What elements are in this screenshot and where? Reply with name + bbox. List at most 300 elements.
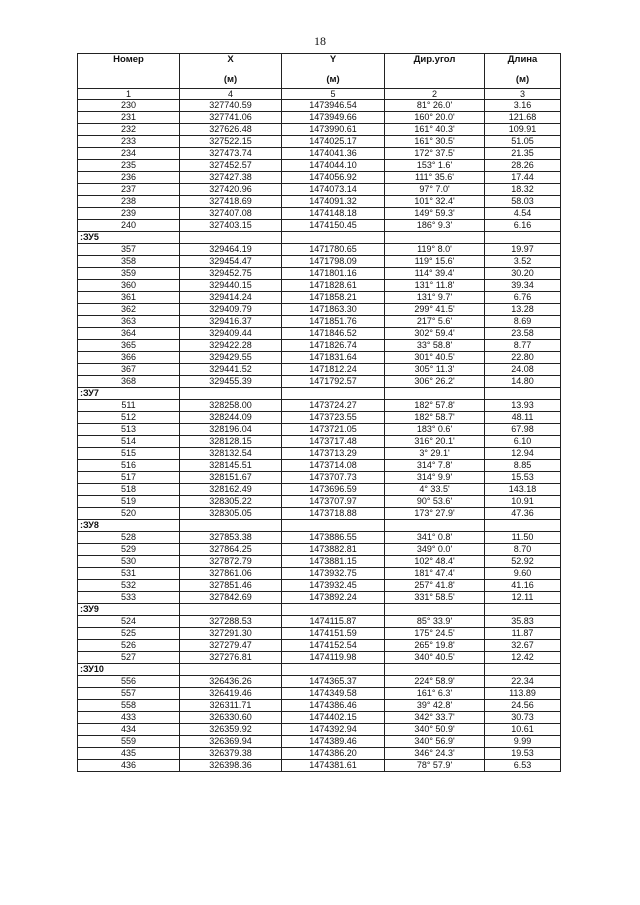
point-number: 530 xyxy=(78,556,180,568)
table-row xyxy=(78,364,561,376)
y-coordinate: 1471801.16 xyxy=(282,268,385,280)
y-coordinate: 1474386.20 xyxy=(282,748,385,760)
table-body xyxy=(78,89,561,772)
direction-angle: 102° 48.4' xyxy=(385,556,485,568)
x-coordinate: 328151.67 xyxy=(180,472,282,484)
x-coordinate: 329416.37 xyxy=(180,316,282,328)
direction-angle: 161° 6.3' xyxy=(385,688,485,700)
table-row xyxy=(78,280,561,292)
table-row xyxy=(78,400,561,412)
direction-angle: 340° 56.9' xyxy=(385,736,485,748)
y-coordinate: 1474386.46 xyxy=(282,700,385,712)
x-coordinate: 327403.15 xyxy=(180,220,282,232)
empty-cell xyxy=(385,232,485,244)
direction-angle: 172° 37.5' xyxy=(385,148,485,160)
y-coordinate: 1474115.87 xyxy=(282,616,385,628)
y-coordinate: 1474041.36 xyxy=(282,148,385,160)
empty-cell xyxy=(282,604,385,616)
group-label: :ЗУ10 xyxy=(78,664,180,676)
group-label: :ЗУ8 xyxy=(78,520,180,532)
table-row xyxy=(78,160,561,172)
x-coordinate: 329440.15 xyxy=(180,280,282,292)
y-coordinate: 1474025.17 xyxy=(282,136,385,148)
y-coordinate: 1471828.61 xyxy=(282,280,385,292)
x-coordinate: 328128.15 xyxy=(180,436,282,448)
table-row xyxy=(78,148,561,160)
point-number: 513 xyxy=(78,424,180,436)
direction-angle: 153° 1.6' xyxy=(385,160,485,172)
point-number: 240 xyxy=(78,220,180,232)
table-row xyxy=(78,736,561,748)
direction-angle: 299° 41.5' xyxy=(385,304,485,316)
x-coordinate: 329422.28 xyxy=(180,340,282,352)
point-number: 230 xyxy=(78,100,180,112)
segment-length: 22.80 xyxy=(485,352,561,364)
point-number: 529 xyxy=(78,544,180,556)
group-row xyxy=(78,604,561,616)
table-row xyxy=(78,496,561,508)
x-coordinate: 328196.04 xyxy=(180,424,282,436)
column-index-cell: 4 xyxy=(180,89,282,100)
point-number: 518 xyxy=(78,484,180,496)
segment-length: 19.53 xyxy=(485,748,561,760)
direction-angle: 114° 39.4' xyxy=(385,268,485,280)
segment-length: 21.35 xyxy=(485,148,561,160)
y-coordinate: 1474056.92 xyxy=(282,172,385,184)
direction-angle: 305° 11.3' xyxy=(385,364,485,376)
x-coordinate: 327427.38 xyxy=(180,172,282,184)
column-index-cell: 5 xyxy=(282,89,385,100)
y-coordinate: 1474148.18 xyxy=(282,208,385,220)
direction-angle: 39° 42.8' xyxy=(385,700,485,712)
table-header xyxy=(78,54,561,89)
point-number: 232 xyxy=(78,124,180,136)
table-row xyxy=(78,208,561,220)
table-row xyxy=(78,652,561,664)
point-number: 524 xyxy=(78,616,180,628)
group-row xyxy=(78,232,561,244)
x-coordinate: 328132.54 xyxy=(180,448,282,460)
direction-angle: 341° 0.8' xyxy=(385,532,485,544)
y-coordinate: 1471863.30 xyxy=(282,304,385,316)
y-coordinate: 1474349.58 xyxy=(282,688,385,700)
point-number: 364 xyxy=(78,328,180,340)
point-number: 433 xyxy=(78,712,180,724)
table-row xyxy=(78,748,561,760)
y-coordinate: 1474119.98 xyxy=(282,652,385,664)
empty-cell xyxy=(282,232,385,244)
direction-angle: 160° 20.0' xyxy=(385,112,485,124)
segment-length: 11.87 xyxy=(485,628,561,640)
y-coordinate: 1473882.81 xyxy=(282,544,385,556)
direction-angle: 340° 50.9' xyxy=(385,724,485,736)
table-row xyxy=(78,304,561,316)
table-row xyxy=(78,460,561,472)
point-number: 512 xyxy=(78,412,180,424)
table-row xyxy=(78,436,561,448)
x-coordinate: 329454.47 xyxy=(180,256,282,268)
x-coordinate: 327288.53 xyxy=(180,616,282,628)
segment-length: 3.52 xyxy=(485,256,561,268)
empty-cell xyxy=(485,604,561,616)
x-coordinate: 327872.79 xyxy=(180,556,282,568)
segment-length: 52.92 xyxy=(485,556,561,568)
empty-cell xyxy=(180,232,282,244)
point-number: 358 xyxy=(78,256,180,268)
empty-cell xyxy=(485,664,561,676)
point-number: 516 xyxy=(78,460,180,472)
point-number: 556 xyxy=(78,676,180,688)
table-row xyxy=(78,328,561,340)
y-coordinate: 1471858.21 xyxy=(282,292,385,304)
empty-cell xyxy=(180,520,282,532)
x-coordinate: 329452.75 xyxy=(180,268,282,280)
x-coordinate: 327452.57 xyxy=(180,160,282,172)
y-coordinate: 1473886.55 xyxy=(282,532,385,544)
segment-length: 23.58 xyxy=(485,328,561,340)
group-row xyxy=(78,520,561,532)
point-number: 366 xyxy=(78,352,180,364)
x-coordinate: 328305.05 xyxy=(180,508,282,520)
table-row xyxy=(78,760,561,772)
table-row xyxy=(78,352,561,364)
table-row xyxy=(78,448,561,460)
y-coordinate: 1471831.64 xyxy=(282,352,385,364)
x-coordinate: 328162.49 xyxy=(180,484,282,496)
segment-length: 12.11 xyxy=(485,592,561,604)
point-number: 435 xyxy=(78,748,180,760)
point-number: 365 xyxy=(78,340,180,352)
segment-length: 143.18 xyxy=(485,484,561,496)
table-row xyxy=(78,268,561,280)
y-coordinate: 1473990.61 xyxy=(282,124,385,136)
point-number: 557 xyxy=(78,688,180,700)
point-number: 559 xyxy=(78,736,180,748)
empty-cell xyxy=(385,388,485,400)
x-coordinate: 327851.46 xyxy=(180,580,282,592)
table-row xyxy=(78,220,561,232)
y-coordinate: 1471780.65 xyxy=(282,244,385,256)
segment-length: 109.91 xyxy=(485,124,561,136)
segment-length: 6.16 xyxy=(485,220,561,232)
x-coordinate: 327418.69 xyxy=(180,196,282,208)
table-row xyxy=(78,532,561,544)
direction-angle: 85° 33.9' xyxy=(385,616,485,628)
segment-length: 28.26 xyxy=(485,160,561,172)
y-coordinate: 1471812.24 xyxy=(282,364,385,376)
direction-angle: 340° 40.5' xyxy=(385,652,485,664)
x-coordinate: 327420.96 xyxy=(180,184,282,196)
x-coordinate: 326436.26 xyxy=(180,676,282,688)
table-row xyxy=(78,712,561,724)
point-number: 520 xyxy=(78,508,180,520)
table-row xyxy=(78,376,561,388)
header-y xyxy=(282,54,385,89)
point-number: 359 xyxy=(78,268,180,280)
x-coordinate: 327861.06 xyxy=(180,568,282,580)
direction-angle: 181° 47.4' xyxy=(385,568,485,580)
table-row xyxy=(78,340,561,352)
table-row xyxy=(78,592,561,604)
point-number: 363 xyxy=(78,316,180,328)
x-coordinate: 329414.24 xyxy=(180,292,282,304)
empty-cell xyxy=(385,604,485,616)
coordinates-table xyxy=(77,53,561,772)
table-row xyxy=(78,556,561,568)
direction-angle: 175° 24.5' xyxy=(385,628,485,640)
x-coordinate: 329409.44 xyxy=(180,328,282,340)
segment-length: 8.85 xyxy=(485,460,561,472)
table-row xyxy=(78,124,561,136)
empty-cell xyxy=(485,388,561,400)
direction-angle: 119° 8.0' xyxy=(385,244,485,256)
point-number: 511 xyxy=(78,400,180,412)
segment-length: 12.42 xyxy=(485,652,561,664)
direction-angle: 33° 58.8' xyxy=(385,340,485,352)
point-number: 528 xyxy=(78,532,180,544)
empty-cell xyxy=(485,520,561,532)
point-number: 236 xyxy=(78,172,180,184)
x-coordinate: 326369.94 xyxy=(180,736,282,748)
header-length-unit: (м) xyxy=(515,74,530,85)
x-coordinate: 326359.92 xyxy=(180,724,282,736)
x-coordinate: 327276.81 xyxy=(180,652,282,664)
x-coordinate: 327864.25 xyxy=(180,544,282,556)
segment-length: 10.91 xyxy=(485,496,561,508)
empty-cell xyxy=(282,664,385,676)
x-coordinate: 329429.55 xyxy=(180,352,282,364)
point-number: 360 xyxy=(78,280,180,292)
point-number: 526 xyxy=(78,640,180,652)
direction-angle: 97° 7.0' xyxy=(385,184,485,196)
y-coordinate: 1473881.15 xyxy=(282,556,385,568)
point-number: 531 xyxy=(78,568,180,580)
segment-length: 8.70 xyxy=(485,544,561,556)
y-coordinate: 1471792.57 xyxy=(282,376,385,388)
table-row xyxy=(78,292,561,304)
point-number: 514 xyxy=(78,436,180,448)
x-coordinate: 327741.06 xyxy=(180,112,282,124)
segment-length: 48.11 xyxy=(485,412,561,424)
x-coordinate: 329441.52 xyxy=(180,364,282,376)
group-label: :ЗУ9 xyxy=(78,604,180,616)
empty-cell xyxy=(385,664,485,676)
segment-length: 18.32 xyxy=(485,184,561,196)
table-row xyxy=(78,568,561,580)
table-row xyxy=(78,640,561,652)
segment-length: 24.56 xyxy=(485,700,561,712)
y-coordinate: 1473714.08 xyxy=(282,460,385,472)
y-coordinate: 1474073.14 xyxy=(282,184,385,196)
table-row xyxy=(78,472,561,484)
direction-angle: 331° 58.5' xyxy=(385,592,485,604)
direction-angle: 182° 57.8' xyxy=(385,400,485,412)
table-row xyxy=(78,112,561,124)
direction-angle: 265° 19.8' xyxy=(385,640,485,652)
point-number: 361 xyxy=(78,292,180,304)
point-number: 238 xyxy=(78,196,180,208)
x-coordinate: 327522.15 xyxy=(180,136,282,148)
y-coordinate: 1473946.54 xyxy=(282,100,385,112)
table-row xyxy=(78,136,561,148)
empty-cell xyxy=(282,388,385,400)
x-coordinate: 327279.47 xyxy=(180,640,282,652)
y-coordinate: 1474365.37 xyxy=(282,676,385,688)
y-coordinate: 1474392.94 xyxy=(282,724,385,736)
direction-angle: 149° 59.3' xyxy=(385,208,485,220)
column-index-cell: 3 xyxy=(485,89,561,100)
direction-angle: 161° 30.5' xyxy=(385,136,485,148)
header-x-unit: (м) xyxy=(223,74,238,85)
header-angle xyxy=(385,54,485,89)
direction-angle: 257° 41.8' xyxy=(385,580,485,592)
group-row xyxy=(78,664,561,676)
point-number: 233 xyxy=(78,136,180,148)
segment-length: 22.34 xyxy=(485,676,561,688)
segment-length: 30.20 xyxy=(485,268,561,280)
table-row xyxy=(78,484,561,496)
segment-length: 10.61 xyxy=(485,724,561,736)
header-y-label: Y xyxy=(329,54,337,65)
direction-angle: 182° 58.7' xyxy=(385,412,485,424)
y-coordinate: 1471826.74 xyxy=(282,340,385,352)
direction-angle: 3° 29.1' xyxy=(385,448,485,460)
table-row xyxy=(78,508,561,520)
segment-length: 17.44 xyxy=(485,172,561,184)
column-index-cell: 2 xyxy=(385,89,485,100)
y-coordinate: 1474044.10 xyxy=(282,160,385,172)
segment-length: 14.80 xyxy=(485,376,561,388)
x-coordinate: 329464.19 xyxy=(180,244,282,256)
y-coordinate: 1474402.15 xyxy=(282,712,385,724)
y-coordinate: 1473723.55 xyxy=(282,412,385,424)
group-label: :ЗУ7 xyxy=(78,388,180,400)
y-coordinate: 1473932.45 xyxy=(282,580,385,592)
segment-length: 51.05 xyxy=(485,136,561,148)
direction-angle: 78° 57.9' xyxy=(385,760,485,772)
x-coordinate: 327842.69 xyxy=(180,592,282,604)
point-number: 239 xyxy=(78,208,180,220)
table-row xyxy=(78,100,561,112)
x-coordinate: 326398.36 xyxy=(180,760,282,772)
segment-length: 15.53 xyxy=(485,472,561,484)
table-row xyxy=(78,676,561,688)
direction-angle: 306° 26.2' xyxy=(385,376,485,388)
y-coordinate: 1473721.05 xyxy=(282,424,385,436)
y-coordinate: 1473717.48 xyxy=(282,436,385,448)
segment-length: 13.28 xyxy=(485,304,561,316)
y-coordinate: 1471798.09 xyxy=(282,256,385,268)
x-coordinate: 328145.51 xyxy=(180,460,282,472)
segment-length: 67.98 xyxy=(485,424,561,436)
direction-angle: 186° 9.3' xyxy=(385,220,485,232)
table-row xyxy=(78,628,561,640)
direction-angle: 224° 58.9' xyxy=(385,676,485,688)
table-row xyxy=(78,700,561,712)
x-coordinate: 328258.00 xyxy=(180,400,282,412)
point-number: 362 xyxy=(78,304,180,316)
column-index-cell: 1 xyxy=(78,89,180,100)
y-coordinate: 1474150.45 xyxy=(282,220,385,232)
y-coordinate: 1473724.27 xyxy=(282,400,385,412)
point-number: 532 xyxy=(78,580,180,592)
segment-length: 8.69 xyxy=(485,316,561,328)
table-row xyxy=(78,688,561,700)
x-coordinate: 327626.48 xyxy=(180,124,282,136)
header-number xyxy=(78,54,180,89)
empty-cell xyxy=(385,520,485,532)
x-coordinate: 326379.38 xyxy=(180,748,282,760)
x-coordinate: 328305.22 xyxy=(180,496,282,508)
x-coordinate: 326311.71 xyxy=(180,700,282,712)
point-number: 357 xyxy=(78,244,180,256)
y-coordinate: 1471851.76 xyxy=(282,316,385,328)
segment-length: 8.77 xyxy=(485,340,561,352)
header-y-unit: (м) xyxy=(326,74,340,85)
point-number: 533 xyxy=(78,592,180,604)
group-row xyxy=(78,388,561,400)
segment-length: 6.76 xyxy=(485,292,561,304)
x-coordinate: 326330.60 xyxy=(180,712,282,724)
direction-angle: 111° 35.6' xyxy=(385,172,485,184)
segment-length: 30.73 xyxy=(485,712,561,724)
segment-length: 121.68 xyxy=(485,112,561,124)
point-number: 231 xyxy=(78,112,180,124)
direction-angle: 131° 9.7' xyxy=(385,292,485,304)
y-coordinate: 1473696.59 xyxy=(282,484,385,496)
direction-angle: 101° 32.4' xyxy=(385,196,485,208)
table-row xyxy=(78,196,561,208)
page-number: 18 xyxy=(314,34,326,48)
point-number: 558 xyxy=(78,700,180,712)
segment-length: 24.08 xyxy=(485,364,561,376)
x-coordinate: 329409.79 xyxy=(180,304,282,316)
segment-length: 4.54 xyxy=(485,208,561,220)
y-coordinate: 1473718.88 xyxy=(282,508,385,520)
x-coordinate: 326419.46 xyxy=(180,688,282,700)
y-coordinate: 1473949.66 xyxy=(282,112,385,124)
direction-angle: 217° 5.6' xyxy=(385,316,485,328)
table-row xyxy=(78,256,561,268)
point-number: 434 xyxy=(78,724,180,736)
y-coordinate: 1473892.24 xyxy=(282,592,385,604)
direction-angle: 131° 11.8' xyxy=(385,280,485,292)
header-number-label: Номер xyxy=(113,54,144,65)
segment-length: 9.99 xyxy=(485,736,561,748)
direction-angle: 183° 0.6' xyxy=(385,424,485,436)
point-number: 519 xyxy=(78,496,180,508)
table-row xyxy=(78,544,561,556)
segment-length: 113.89 xyxy=(485,688,561,700)
segment-length: 11.50 xyxy=(485,532,561,544)
segment-length: 6.10 xyxy=(485,436,561,448)
segment-length: 58.03 xyxy=(485,196,561,208)
direction-angle: 161° 40.3' xyxy=(385,124,485,136)
group-label: :ЗУ5 xyxy=(78,232,180,244)
header-angle-label: Дир.угол xyxy=(413,54,456,65)
empty-cell xyxy=(180,388,282,400)
empty-cell xyxy=(180,604,282,616)
direction-angle: 349° 0.0' xyxy=(385,544,485,556)
header-length xyxy=(485,54,561,89)
x-coordinate: 327291.30 xyxy=(180,628,282,640)
direction-angle: 342° 33.7' xyxy=(385,712,485,724)
direction-angle: 314° 7.8' xyxy=(385,460,485,472)
point-number: 368 xyxy=(78,376,180,388)
header-x-label: X xyxy=(227,54,234,65)
header-x xyxy=(180,54,282,89)
header-length-label: Длина xyxy=(507,54,538,65)
